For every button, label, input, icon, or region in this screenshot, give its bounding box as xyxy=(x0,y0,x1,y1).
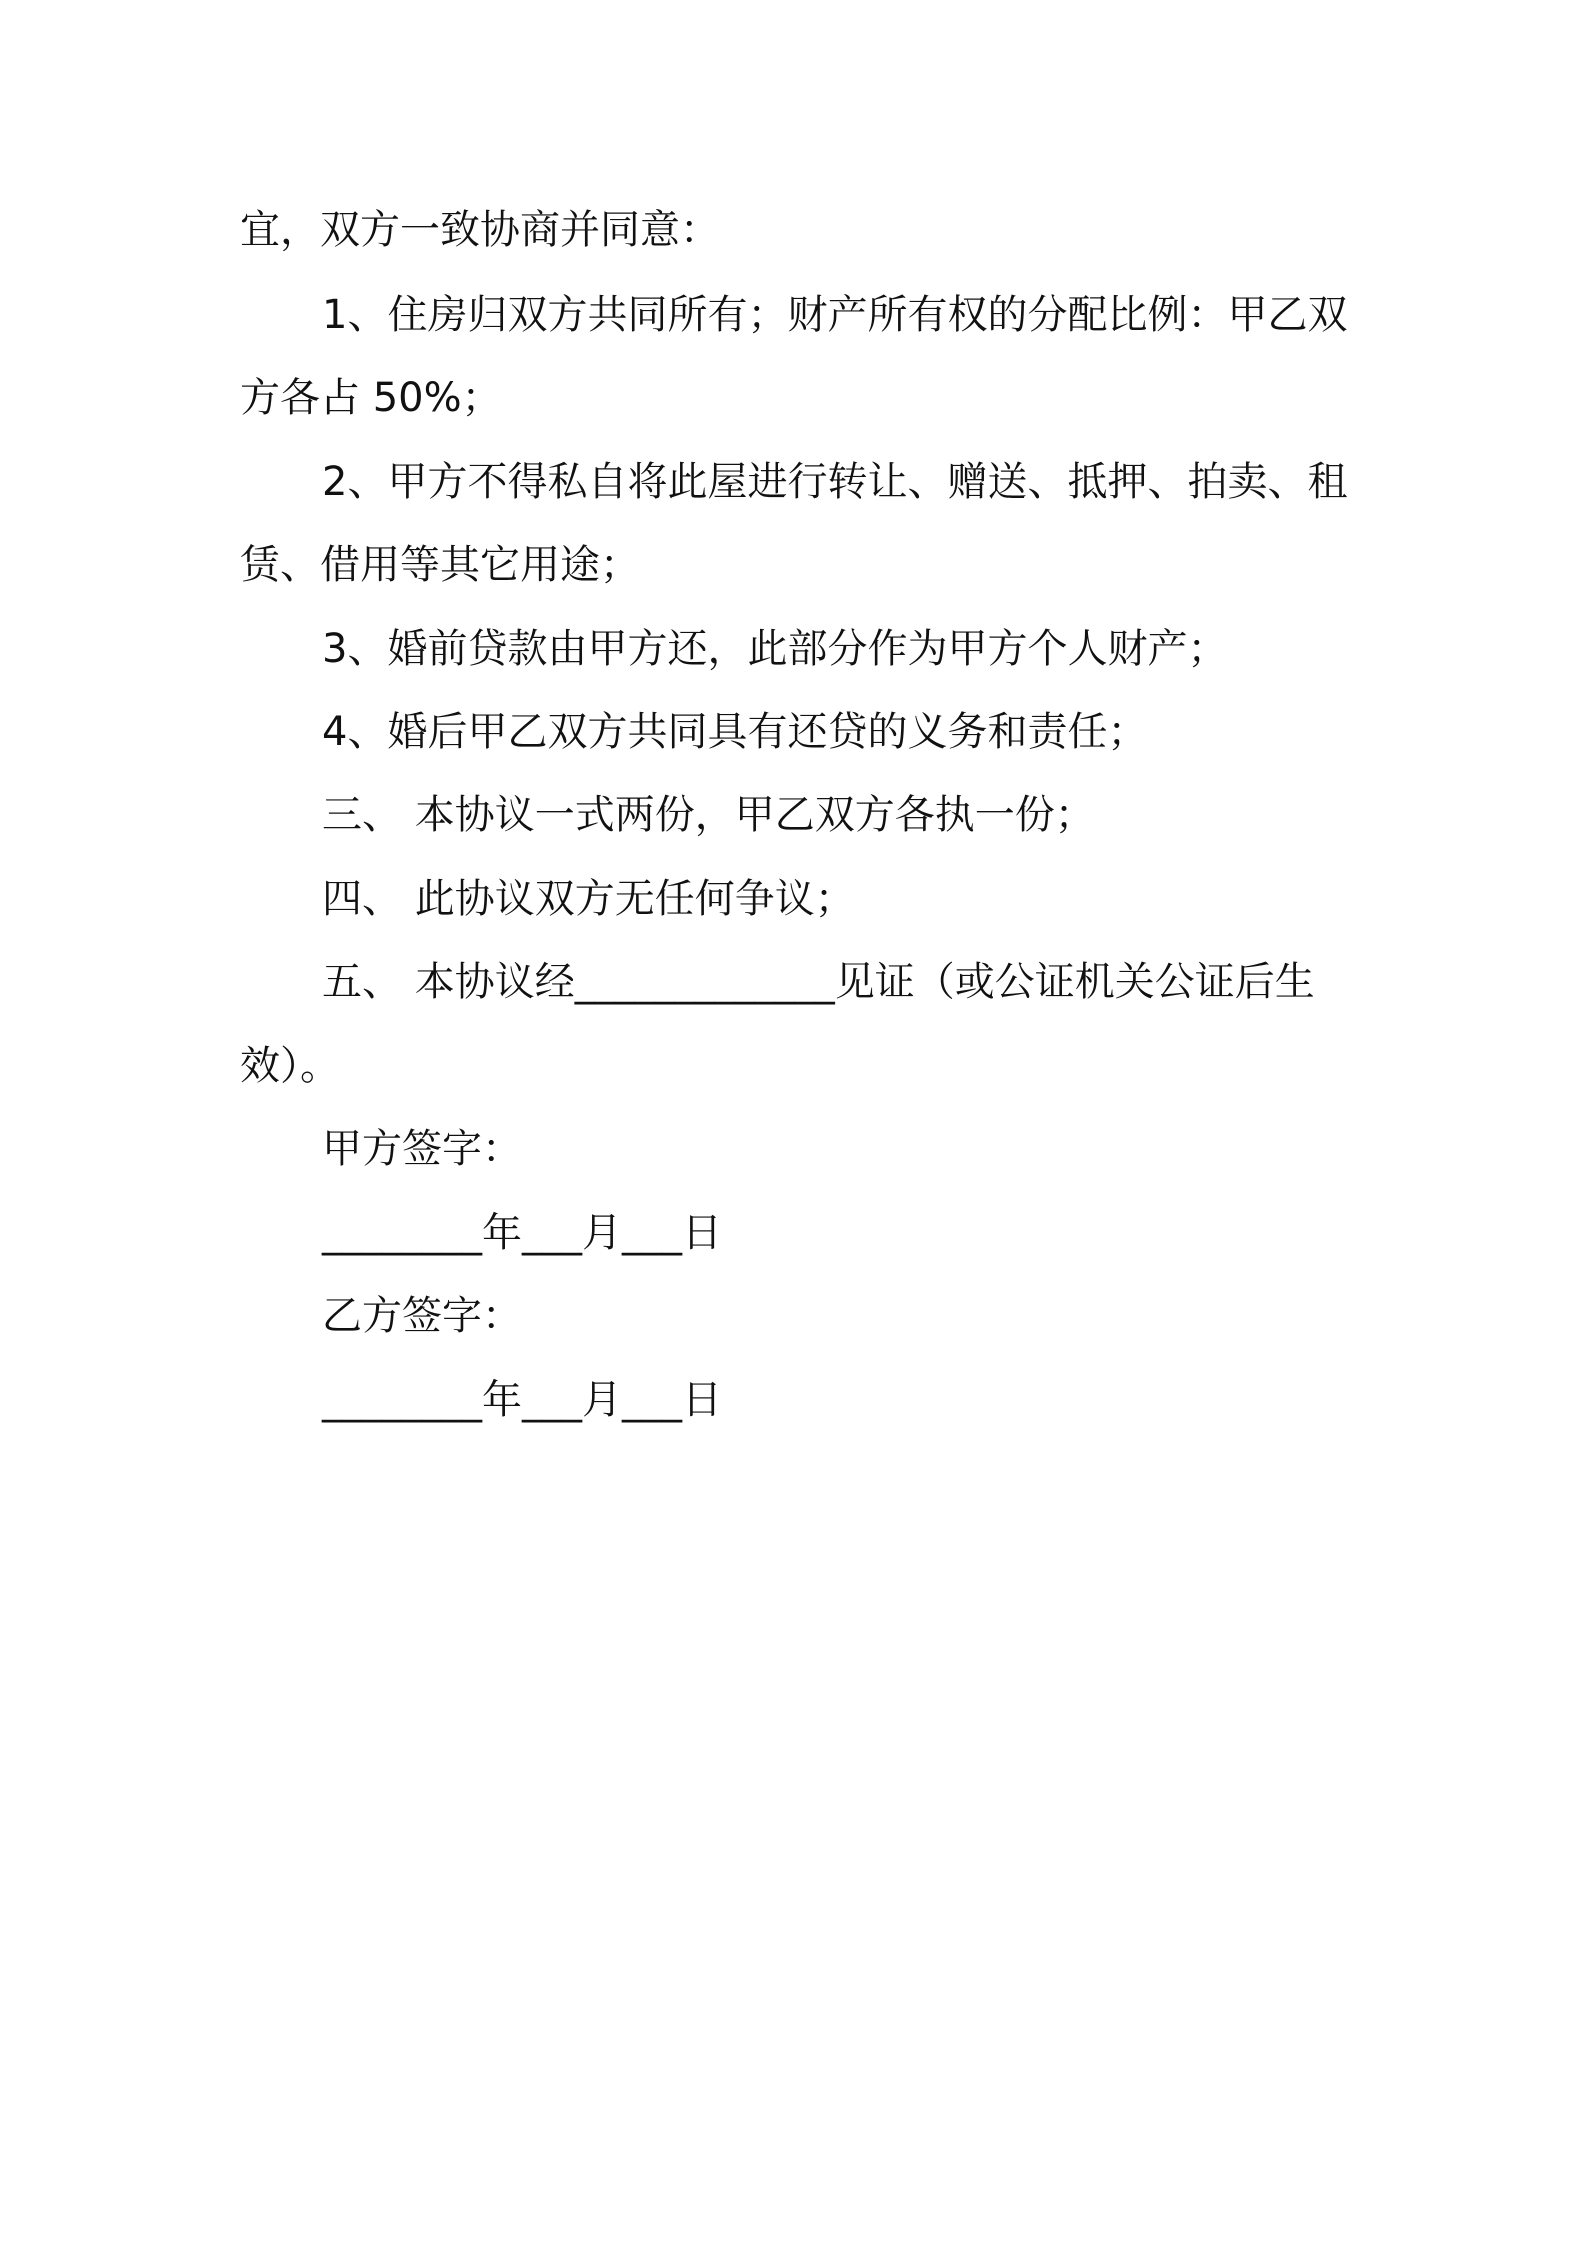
party-a-signature-label: 甲方签字： xyxy=(322,1126,522,1172)
text-line-clause-4: 4、婚后甲乙双方共同具有还贷的义务和责任； xyxy=(322,709,1148,755)
party-b-date-line: ________年___月___日 xyxy=(322,1377,722,1423)
text-line-clause-1: 1、住房归双方共同所有；财产所有权的分配比例：甲乙双 xyxy=(322,292,1348,338)
text-line-section-4: 四、 此协议双方无任何争议； xyxy=(322,876,855,922)
text-line-clause-1-cont: 方各占 50%； xyxy=(240,375,502,421)
text-line-section-5: 五、 本协议经_____________见证（或公证机关公证后生 xyxy=(322,959,1315,1005)
party-b-signature-label: 乙方签字： xyxy=(322,1293,522,1339)
text-line-intro: 宜，双方一致协商并同意： xyxy=(240,207,720,253)
text-line-clause-2-cont: 赁、借用等其它用途； xyxy=(240,542,640,588)
party-a-date-line: ________年___月___日 xyxy=(322,1210,722,1256)
text-line-clause-3: 3、婚前贷款由甲方还，此部分作为甲方个人财产； xyxy=(322,626,1228,672)
text-line-section-3: 三、 本协议一式两份，甲乙双方各执一份； xyxy=(322,792,1095,838)
text-line-section-5-cont: 效）。 xyxy=(240,1043,340,1089)
text-line-clause-2: 2、甲方不得私自将此屋进行转让、赠送、抵押、拍卖、租 xyxy=(322,459,1348,505)
